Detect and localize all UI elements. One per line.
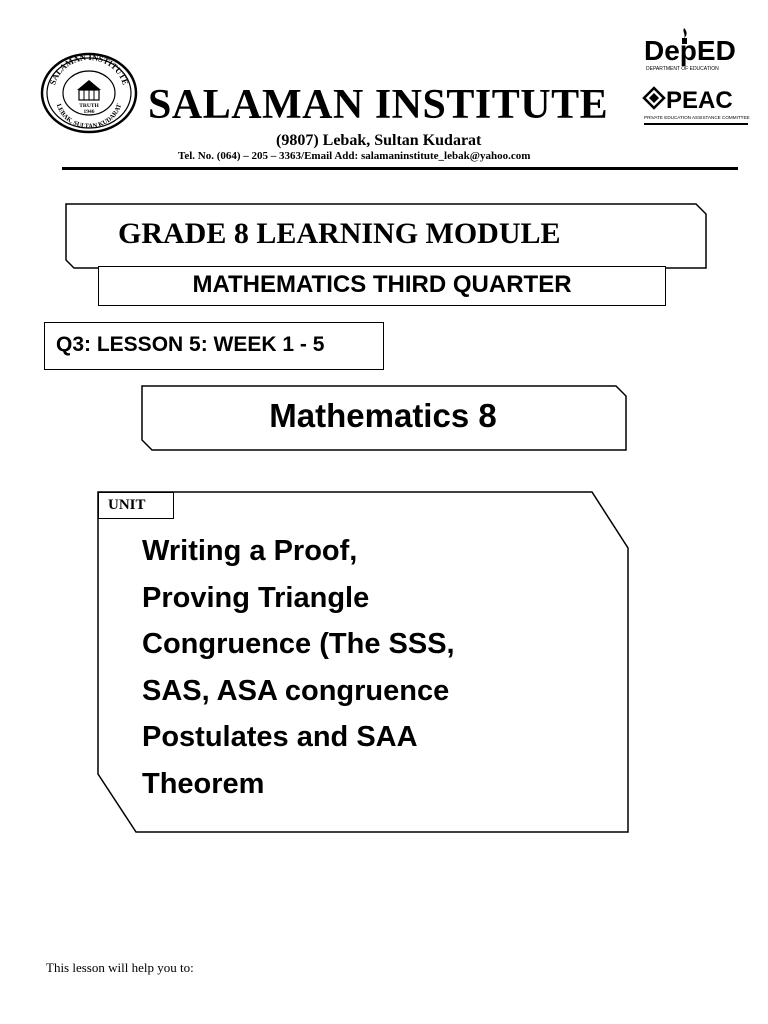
unit-topic-line: Postulates and SAA [142,721,418,753]
unit-label: UNIT [108,497,146,513]
unit-topic-line: Theorem [142,767,265,800]
lesson-label: Q3: LESSON 5: WEEK 1 - 5 [56,333,325,356]
unit-topic [142,528,622,807]
deped-logo [642,26,742,72]
seal-center-line1: TRUTH [79,103,99,109]
peac-subtext: PRIVATE EDUCATION ASSISTANCE COMMITTEE [644,115,750,120]
school-contact: Tel. No. (064) – 205 – 3363/Email Add: salamaninstitute_lebak@yahoo.com [178,150,531,162]
school-address: (9807) Lebak, Sultan Kudarat [276,132,482,149]
seal-ring-top: SALAMAN INSTITUTE [47,52,131,87]
seal-center-line2: 1946 [83,109,95,115]
unit-topic-line: SAS, ASA congruence [142,674,450,707]
subject-quarter: MATHEMATICS THIRD QUARTER [192,271,572,298]
deped-subtext: DEPARTMENT OF EDUCATION [646,66,719,72]
unit-topic-line: Congruence (The SSS, [142,628,455,660]
unit-topic-line: Writing a Proof, [142,535,358,567]
school-seal [40,52,138,134]
peac-logo [642,86,752,134]
peac-wordmark: PEAC [666,87,733,114]
header-divider [62,167,738,170]
school-name: SALAMAN INSTITUTE [148,82,609,128]
unit-topic-line: Proving Triangle [142,581,370,614]
deped-wordmark: DepED [644,35,736,66]
seal-ring-bottom: LEBAK, SULTAN KUDARAT [54,103,124,131]
module-title: GRADE 8 LEARNING MODULE [118,217,561,250]
subject-title: Mathematics 8 [269,397,497,434]
lesson-intro-note: This lesson will help you to: [46,960,194,975]
